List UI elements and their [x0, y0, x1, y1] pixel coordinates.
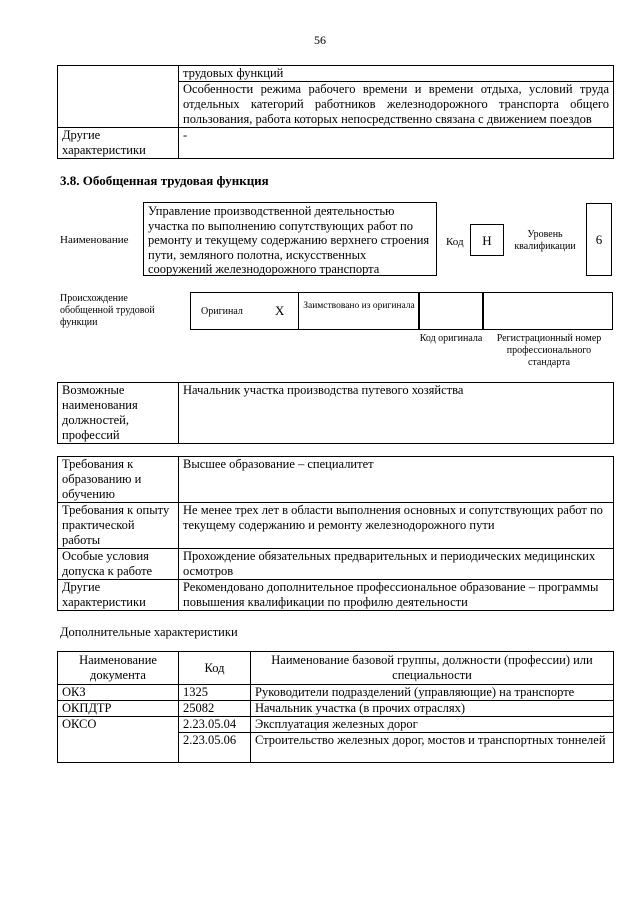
table-row	[58, 82, 614, 128]
positions-table	[57, 382, 614, 444]
table-cell: 1325	[179, 685, 251, 701]
table-row	[58, 457, 614, 503]
positions-value: Начальник участка производства путевого хозяйства	[179, 383, 614, 444]
table-cell: Другие характеристики	[58, 128, 179, 159]
name-label: Наименование	[60, 234, 129, 246]
requirement-label: Требования к образованию и обучению	[58, 457, 179, 503]
table-row	[58, 685, 614, 701]
requirements-table	[57, 456, 614, 611]
original-label: Оригинал	[201, 306, 243, 317]
table-cell: ОКЗ	[58, 685, 179, 701]
table-cell: Начальник участка (в прочих отраслях)	[251, 701, 614, 717]
table-row	[58, 733, 614, 763]
table-row	[58, 383, 614, 444]
reg-number-box	[483, 292, 613, 330]
table-row	[58, 580, 614, 611]
column-header: Код	[179, 652, 251, 685]
requirement-value: Рекомендовано дополнительное профессиональное образование – программы повышения квалификации по профилю деятельности	[179, 580, 614, 611]
original-code-box	[419, 292, 483, 330]
requirement-label: Особые условия допуска к работе	[58, 549, 179, 580]
column-header: Наименование документа	[58, 652, 179, 685]
original-mark: X	[275, 303, 285, 318]
original-code-caption: Код оригинала	[419, 333, 483, 344]
table-row	[58, 503, 614, 549]
table-cell: трудовых функций	[179, 66, 614, 82]
code-label: Код	[446, 236, 464, 248]
table-row	[58, 549, 614, 580]
table-cell: ОКПДТР	[58, 701, 179, 717]
reg-number-caption: Регистрационный номер профессионального стандарта	[496, 333, 602, 368]
table-cell: Эксплуатация железных дорог	[251, 717, 614, 733]
table-header-row	[58, 652, 614, 685]
table-cell: 2.23.05.06	[179, 733, 251, 763]
table-cell	[58, 66, 179, 82]
origin-label: Происхождение обобщенной трудовой функции	[60, 293, 155, 328]
table-cell: Строительство железных дорог, мостов и транспортных тоннелей	[251, 733, 614, 763]
additional-title: Дополнительные характеристики	[60, 625, 238, 639]
requirement-value: Высшее образование – специалитет	[179, 457, 614, 503]
additional-table	[57, 651, 614, 763]
table-cell	[58, 82, 179, 128]
continuation-table	[57, 65, 614, 159]
borrowed-label: Заимствовано из оригинала	[303, 301, 415, 311]
table-row	[58, 66, 614, 82]
table-cell: ОКСО	[58, 717, 179, 733]
table-cell: 25082	[179, 701, 251, 717]
origin-box	[190, 292, 419, 330]
table-cell	[58, 733, 179, 763]
table-row	[58, 701, 614, 717]
requirement-value: Прохождение обязательных предварительных и периодических медицинских осмотров	[179, 549, 614, 580]
code-value: H	[470, 224, 504, 256]
requirement-value: Не менее трех лет в области выполнения основных и сопутствующих работ по текущему содержанию и ремонту железнодорожного пути	[179, 503, 614, 549]
divider	[298, 293, 299, 329]
table-cell: -	[179, 128, 614, 159]
level-value: 6	[586, 203, 612, 276]
function-name: Управление производственной деятельностью участка по выполнению сопутствующих работ по ремонту и текущему содержанию верхнего строения пути, земляного полотна, искусственных сооружений железнодорожного транспорта	[143, 202, 437, 276]
column-header: Наименование базовой группы, должности (профессии) или специальности	[251, 652, 614, 685]
page-number: 56	[314, 33, 326, 47]
table-cell: 2.23.05.04	[179, 717, 251, 733]
section-title: 3.8. Обобщенная трудовая функция	[60, 173, 269, 188]
table-row	[58, 717, 614, 733]
level-label: Уровень квалификации	[514, 229, 576, 252]
requirement-label: Другие характеристики	[58, 580, 179, 611]
table-cell: Руководители подразделений (управляющие) на транспорте	[251, 685, 614, 701]
table-cell: Особенности режима рабочего времени и времени отдыха, условий труда отдельных категорий работников железнодорожного транспорта общего пользования, работа которых непосредственно связана с движением поездов	[179, 82, 614, 128]
requirement-label: Требования к опыту практической работы	[58, 503, 179, 549]
positions-label: Возможные наименования должностей, профессий	[58, 383, 179, 444]
table-row	[58, 128, 614, 159]
